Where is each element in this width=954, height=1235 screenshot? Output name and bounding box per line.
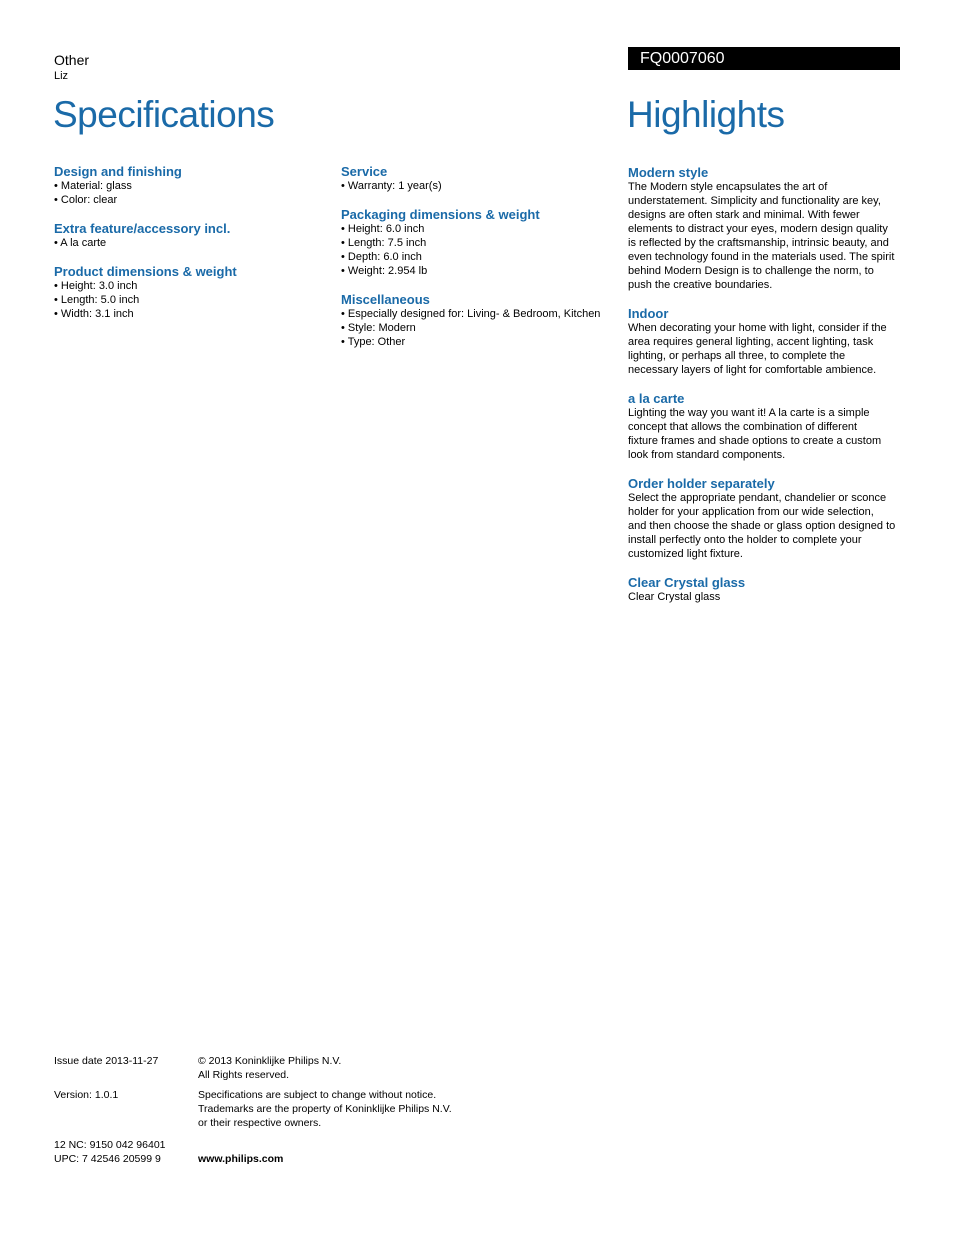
- highlight-text-line: When decorating your home with light, consider if the: [628, 322, 887, 334]
- highlight-text-line: look from standard components.: [628, 449, 786, 461]
- highlight-text-line: area requires general lighting, accent lighting, task: [628, 336, 874, 348]
- highlight-text-line: lighting, or perhaps all three, to complete the: [628, 350, 846, 362]
- specs-column-1: [54, 164, 324, 335]
- highlight-text-line: customized light fixture.: [628, 548, 743, 560]
- highlight-text-line: designs are often stark and minimal. With fewer: [628, 209, 860, 221]
- product-codes: [54, 1138, 166, 1166]
- highlight-section: [628, 306, 908, 377]
- spec-item: • Material: glass: [54, 180, 132, 192]
- highlight-text-line: fixture frames and shade options to create a custom: [628, 435, 882, 447]
- spec-item: • Height: 3.0 inch: [54, 280, 138, 292]
- highlight-text-line: concept that allows the combination of different: [628, 421, 858, 433]
- highlight-heading: Order holder separately: [628, 476, 775, 491]
- spec-item: • Height: 6.0 inch: [341, 223, 425, 235]
- highlight-heading: a la carte: [628, 391, 685, 406]
- legal-notice: [198, 1088, 452, 1130]
- spec-item: • Warranty: 1 year(s): [341, 180, 442, 192]
- highlight-text-line: install perfectly onto the holder to complete your: [628, 534, 862, 546]
- highlight-text-line: Lighting the way you want it! A la carte is a simple: [628, 407, 870, 419]
- highlight-section: [628, 165, 908, 292]
- highlight-text-line: behind Modern Design is to challenge the norm, to: [628, 265, 874, 277]
- copyright-line: © 2013 Koninklijke Philips N.V.: [198, 1055, 342, 1067]
- highlight-text-line: necessary layers of light for comfortable ambience.: [628, 364, 877, 376]
- highlight-text-line: Clear Crystal glass: [628, 591, 721, 603]
- spec-section: [341, 207, 621, 278]
- highlight-text-line: push the creative boundaries.: [628, 279, 773, 291]
- highlight-text-line: even technology found in the materials used. The spirit: [628, 251, 895, 263]
- spec-item: • A la carte: [54, 237, 107, 249]
- highlight-text-line: elements to distract your eyes, modern design quality: [628, 223, 888, 235]
- highlight-text-line: and then choose the shade or glass option designed to: [628, 520, 896, 532]
- spec-section: [341, 164, 621, 193]
- spec-item: • Length: 7.5 inch: [341, 237, 427, 249]
- highlight-text-line: understatement. Simplicity and functionality are key,: [628, 195, 881, 207]
- highlight-heading: Clear Crystal glass: [628, 575, 746, 590]
- spec-section-heading: Product dimensions & weight: [54, 264, 237, 279]
- highlights-column: [628, 165, 908, 618]
- website-link[interactable]: www.philips.com: [198, 1153, 284, 1165]
- spec-item: • Depth: 6.0 inch: [341, 251, 422, 263]
- upc-code: UPC: 7 42546 20599 9: [54, 1153, 161, 1165]
- highlight-heading: Modern style: [628, 165, 709, 180]
- spec-item: • Type: Other: [341, 336, 406, 348]
- spec-section-heading: Miscellaneous: [341, 292, 430, 307]
- highlight-section: [628, 391, 908, 462]
- legal-notice-line: Trademarks are the property of Koninklijke Philips N.V.: [198, 1103, 452, 1115]
- product-subtitle: Liz: [54, 70, 69, 82]
- spec-section-heading: Design and finishing: [54, 164, 182, 179]
- spec-item: • Length: 5.0 inch: [54, 294, 140, 306]
- highlights-title: Highlights: [627, 94, 785, 135]
- specifications-title: Specifications: [53, 94, 275, 135]
- highlight-text-line: holder for your application from our wide selection,: [628, 506, 874, 518]
- nc-code: 12 NC: 9150 042 96401: [54, 1139, 166, 1151]
- specs-column-2: [341, 164, 621, 363]
- version: Version: 1.0.1: [54, 1089, 119, 1101]
- highlight-text-line: Select the appropriate pendant, chandelier or sconce: [628, 492, 887, 504]
- product-id-badge: [628, 47, 900, 70]
- spec-section: [341, 292, 621, 349]
- highlight-section: [628, 476, 908, 561]
- copyright-line: All Rights reserved.: [198, 1069, 290, 1081]
- product-category: Other: [54, 52, 90, 68]
- highlight-section: [628, 575, 908, 604]
- spec-section: [54, 264, 324, 321]
- legal-notice-line: Specifications are subject to change without notice.: [198, 1089, 437, 1101]
- spec-section: [54, 164, 324, 207]
- spec-item: • Width: 3.1 inch: [54, 308, 134, 320]
- highlight-text-line: is reflected by the craftsmanship, intrinsic beauty, and: [628, 237, 889, 249]
- product-id: FQ0007060: [640, 50, 725, 67]
- spec-section-heading: Packaging dimensions & weight: [341, 207, 540, 222]
- highlight-text-line: The Modern style encapsulates the art of: [628, 181, 828, 193]
- spec-item: • Style: Modern: [341, 322, 416, 334]
- spec-item: • Color: clear: [54, 194, 118, 206]
- spec-item: • Weight: 2.954 lb: [341, 265, 428, 277]
- spec-section-heading: Service: [341, 164, 388, 179]
- spec-section-heading: Extra feature/accessory incl.: [54, 221, 231, 236]
- legal-notice-line: or their respective owners.: [198, 1117, 322, 1129]
- spec-item: • Especially designed for: Living- & Bedroom, Kitchen: [341, 308, 601, 320]
- copyright: [198, 1054, 341, 1082]
- highlight-heading: Indoor: [628, 306, 669, 321]
- spec-section: [54, 221, 324, 250]
- issue-date: Issue date 2013-11-27: [54, 1055, 159, 1067]
